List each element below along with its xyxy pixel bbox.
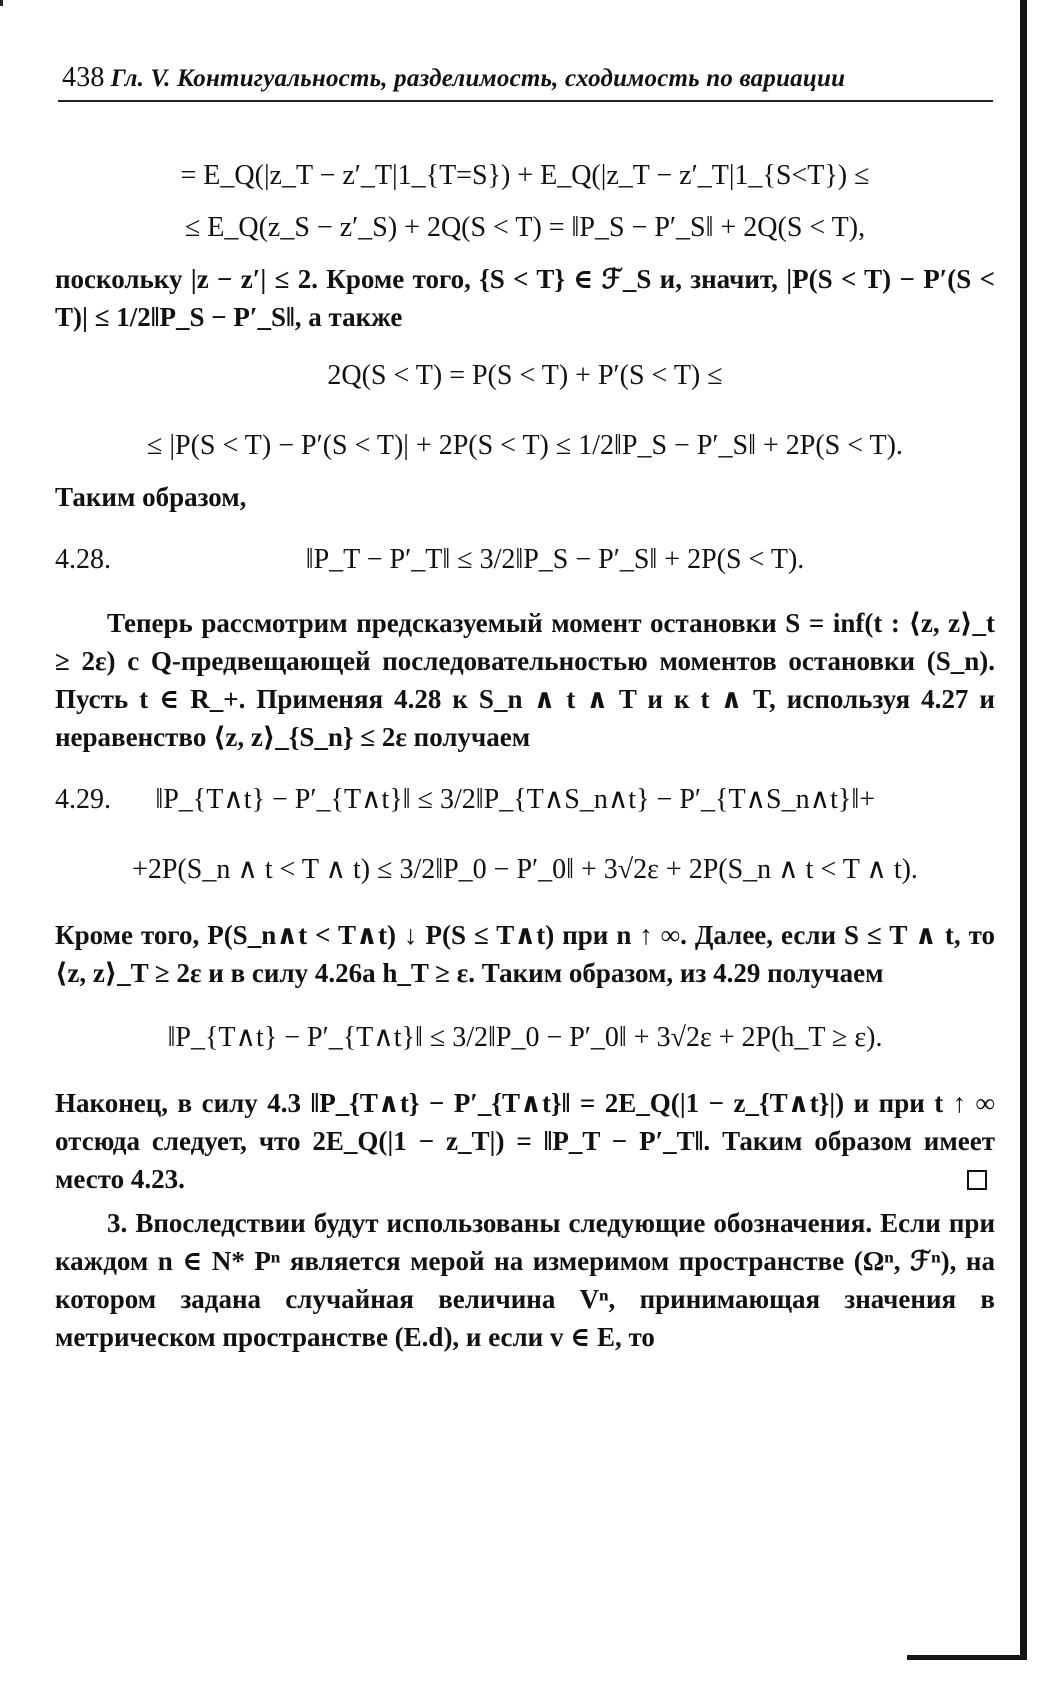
equation-4-28	[55, 530, 995, 590]
equation-body: ‖P_T − P′_T‖ ≤ 3/2‖P_S − P′_S‖ + 2P(S < T).	[305, 544, 805, 575]
paragraph-1: поскольку |z − z′| ≤ 2. Кроме того, {S < T} ∈ ℱ_S и, значит, |P(S < T) − P′(S < T)| ≤ 1/2‖P_S − P′_S‖, а также	[55, 264, 995, 332]
equation-5: ‖P_{T∧t} − P′_{T∧t}‖ ≤ 3/2‖P_0 − P′_0‖ + 3√2ε + 2P(h_T ≥ ε).	[167, 1022, 883, 1053]
equation-3: 2Q(S < T) = P(S < T) + P′(S < T) ≤	[327, 360, 723, 391]
paragraph-2: Таким образом,	[55, 482, 247, 512]
page-edge	[1020, 0, 1027, 1660]
page-edge-bottom	[907, 1655, 1027, 1660]
equation-body: ‖P_{T∧t} − P′_{T∧t}‖ ≤ 3/2‖P_{T∧S_n∧t} − P′_{T∧S_n∧t}‖+	[155, 784, 875, 815]
qed-icon	[967, 1170, 987, 1190]
section-number: 3.	[107, 1208, 128, 1238]
equation-label: 4.29.	[55, 784, 111, 815]
header-rule	[58, 100, 993, 102]
paragraph-5-text: Наконец, в силу 4.3 ‖P_{T∧t} − P′_{T∧t}‖ = 2E_Q(|1 − z_{T∧t}|) и при t ↑ ∞ отсюда следует, что 2E_Q(|1 − z_T|) = ‖P_T − P′_T‖. Таким образом имеет место 4.23.	[55, 1088, 995, 1194]
equation-2: ≤ E_Q(z_S − z′_S) + 2Q(S < T) = ‖P_S − P′_S‖ + 2Q(S < T),	[184, 212, 866, 243]
equation-4: ≤ |P(S < T) − P′(S < T)| + 2P(S < T) ≤ 1/2‖P_S − P′_S‖ + 2P(S < T).	[147, 430, 903, 461]
equation-4-29-cont: +2P(S_n ∧ t < T ∧ t) ≤ 3/2‖P_0 − P′_0‖ + 3√2ε + 2P(S_n ∧ t < T ∧ t).	[132, 854, 918, 885]
page-number: 438	[62, 62, 105, 93]
page-body	[55, 150, 995, 1362]
running-title: Гл. V. Контигуальность, разделимость, сходимость по вариации	[110, 65, 846, 92]
paragraph-6-text: Впоследствии будут использованы следующие обозначения. Если при каждом n ∈ N* Pⁿ является мерой на измеримом пространстве (Ωⁿ, ℱⁿ), на котором задана случайная величина Vⁿ, принимающая значения в метрическом пространстве (E.d), и если v ∈ E, то	[55, 1208, 996, 1352]
equation-1: = E_Q(|z_T − z′_T|1_{T=S}) + E_Q(|z_T − z′_T|1_{S<T}) ≤	[180, 160, 870, 191]
equation-4-29	[55, 770, 995, 830]
corner-mark	[0, 0, 3, 6]
paragraph-6	[55, 1204, 995, 1356]
running-head	[62, 62, 992, 94]
paragraph-5	[55, 1084, 995, 1198]
equation-label: 4.28.	[55, 544, 111, 575]
paragraph-4: Кроме того, P(S_n∧t < T∧t) ↓ P(S ≤ T∧t) при n ↑ ∞. Далее, если S ≤ T ∧ t, то ⟨z, z⟩_T ≥ 2ε и в силу 4.26a h_T ≥ ε. Таким образом, из 4.29 получаем	[55, 920, 995, 988]
paragraph-3: Теперь рассмотрим предсказуемый момент остановки S = inf(t : ⟨z, z⟩_t ≥ 2ε) с Q-предвещающей последовательностью моментов остановки (S_n). Пусть t ∈ R_+. Применяя 4.28 к S_n ∧ t ∧ T и к t ∧ T, используя 4.27 и неравенство ⟨z, z⟩_{S_n} ≤ 2ε получаем	[55, 608, 995, 752]
